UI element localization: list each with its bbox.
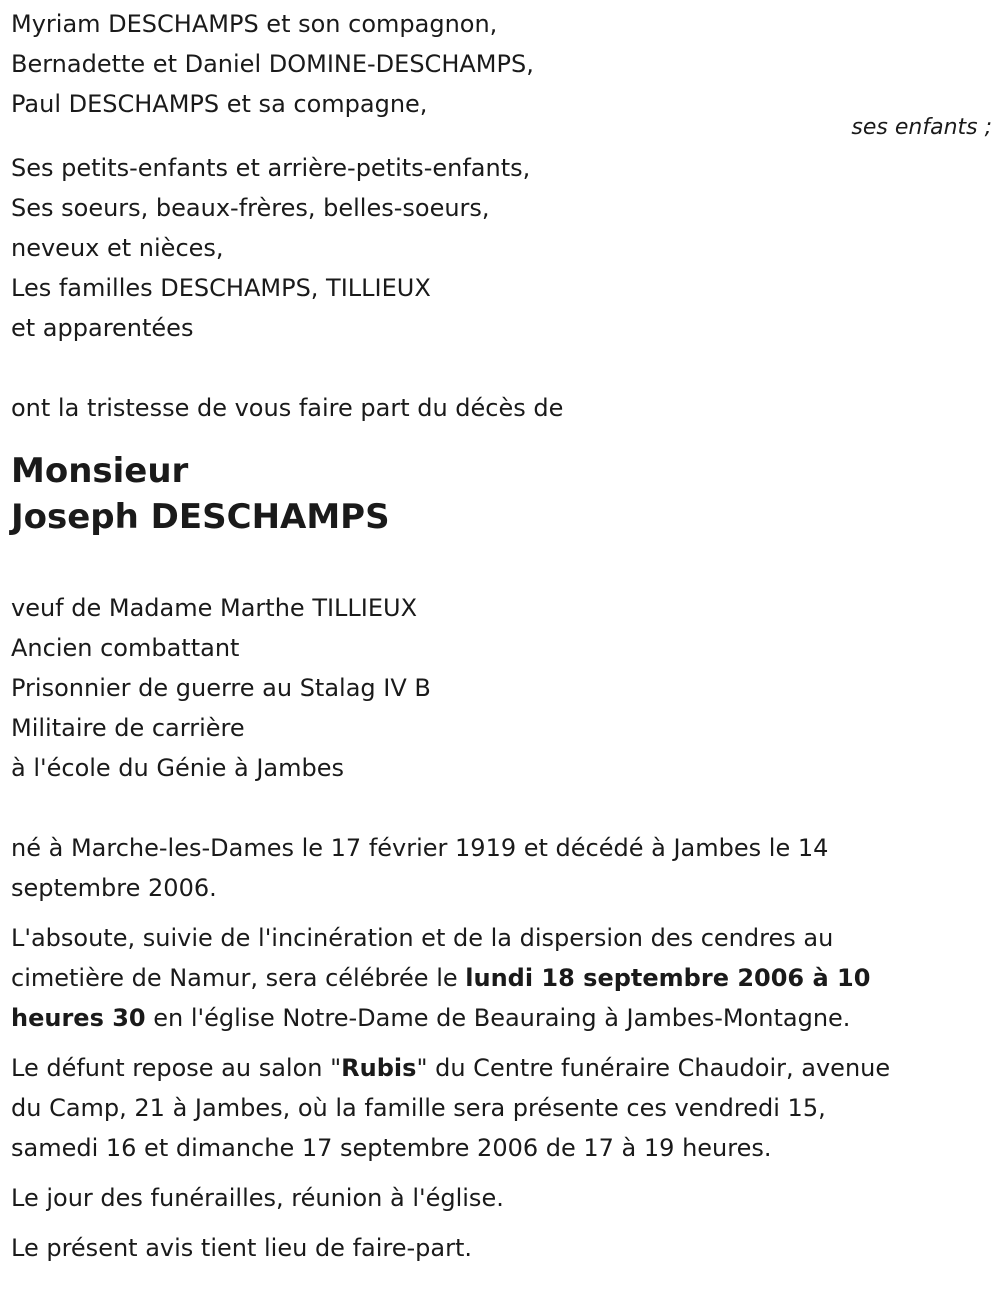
notice-text: Le présent avis tient lieu de faire-part. <box>11 1234 473 1262</box>
child-line: Bernadette et Daniel DOMINE-DESCHAMPS, <box>11 50 534 78</box>
viewing-line: du Camp, 21 à Jambes, où la famille sera présente ces vendredi 15, <box>11 1094 826 1122</box>
other-relatives-list <box>11 148 991 348</box>
birth-death-line: septembre 2006. <box>11 874 217 902</box>
detail-line: veuf de Madame Marthe TILLIEUX <box>11 594 418 622</box>
relative-line: Ses soeurs, beaux-frères, belles-soeurs, <box>11 194 490 222</box>
detail-line: Militaire de carrière <box>11 714 245 742</box>
detail-line: Ancien combattant <box>11 634 240 662</box>
detail-line: Prisonnier de guerre au Stalag IV B <box>11 674 431 702</box>
children-list <box>11 4 991 124</box>
viewing-line: samedi 16 et dimanche 17 septembre 2006 de 17 à 19 heures. <box>11 1134 772 1162</box>
relative-line: et apparentées <box>11 314 194 342</box>
deceased-name-block <box>11 448 991 540</box>
child-line: Paul DESCHAMPS et sa compagne, <box>11 90 428 118</box>
birth-death-line: né à Marche-les-Dames le 17 février 1919 et décédé à Jambes le 14 <box>11 834 829 862</box>
deceased-name: Joseph DESCHAMPS <box>11 497 390 537</box>
meeting-text: Le jour des funérailles, réunion à l'église. <box>11 1184 504 1212</box>
viewing-line <box>11 1048 986 1088</box>
viewing-text: " du Centre funéraire Chaudoir, avenue <box>416 1054 891 1082</box>
deceased-title: Monsieur <box>11 451 189 491</box>
ceremony-line <box>11 998 986 1038</box>
birth-death-paragraph <box>11 828 986 908</box>
ceremony-paragraph <box>11 918 986 1038</box>
deceased-details <box>11 588 991 788</box>
ceremony-line: L'absoute, suivie de l'incinération et de la dispersion des cendres au <box>11 924 834 952</box>
relative-line: neveux et nièces, <box>11 234 224 262</box>
ceremony-line <box>11 958 986 998</box>
ceremony-time: heures 30 <box>11 1004 146 1032</box>
relative-line: Les familles DESCHAMPS, TILLIEUX <box>11 274 431 302</box>
announcement-text: ont la tristesse de vous faire part du décès de <box>11 394 564 422</box>
detail-line: à l'école du Génie à Jambes <box>11 754 345 782</box>
ceremony-location: en l'église Notre-Dame de Beauraing à Jambes-Montagne. <box>145 1004 851 1032</box>
relative-line: Ses petits-enfants et arrière-petits-enfants, <box>11 154 531 182</box>
child-line: Myriam DESCHAMPS et son compagnon, <box>11 10 498 38</box>
children-label: ses enfants ; <box>851 115 992 140</box>
obituary-notice <box>11 4 991 1268</box>
viewing-paragraph <box>11 1048 986 1168</box>
salon-name: Rubis <box>341 1054 417 1082</box>
viewing-text: Le défunt repose au salon " <box>11 1054 342 1082</box>
ceremony-date: lundi 18 septembre 2006 à 10 <box>465 964 871 992</box>
ceremony-text: cimetière de Namur, sera célébrée le <box>11 964 466 992</box>
